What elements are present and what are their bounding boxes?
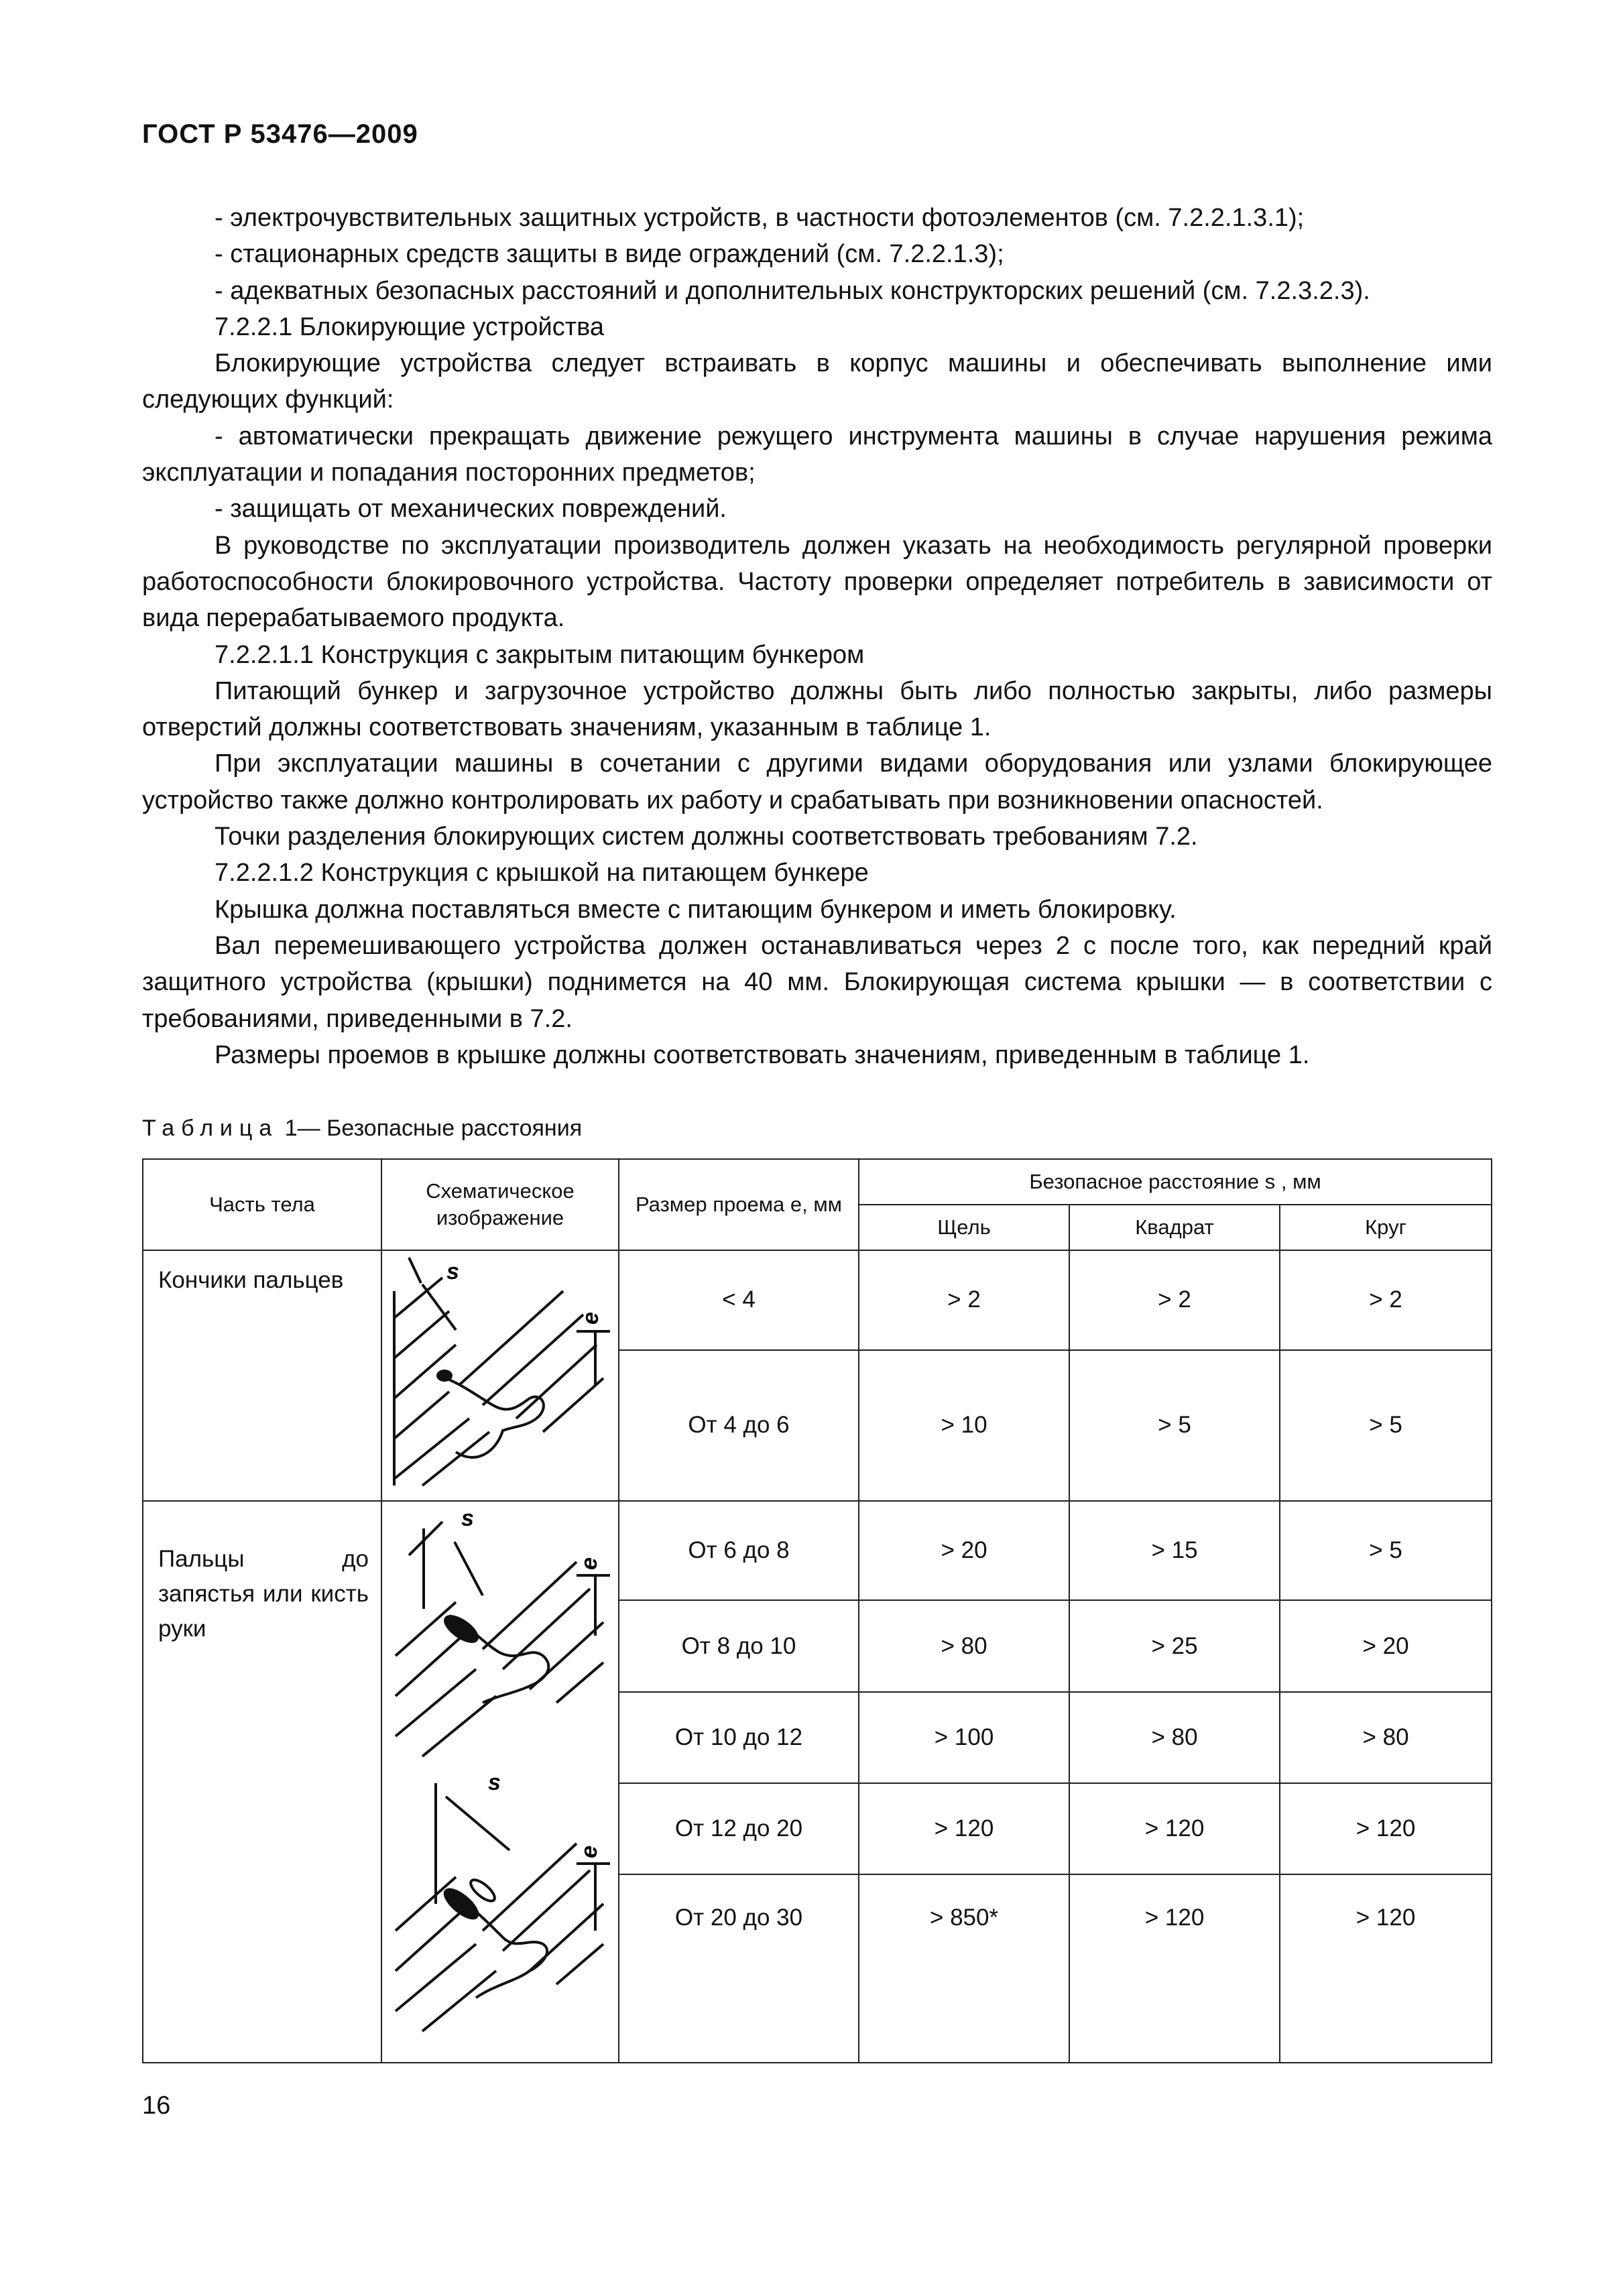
section-heading: 7.2.2.1.1 Конструкция с закрытым питающим бункером: [215, 640, 865, 669]
circle-cell: > 120: [1280, 1783, 1492, 1874]
square-cell: > 120: [1069, 1783, 1280, 1874]
square-cell: > 15: [1069, 1501, 1280, 1600]
label-s: s: [461, 1506, 474, 1531]
table-caption-text: 1— Безопасные расстояния: [284, 1115, 583, 1141]
slot-cell: > 20: [859, 1501, 1069, 1600]
header-opening: Размер проема e, мм: [619, 1159, 859, 1250]
square-cell: > 80: [1069, 1692, 1280, 1783]
header-slot: Щель: [859, 1205, 1069, 1250]
body-part-fingertips: Кончики пальцев: [143, 1250, 381, 1501]
paragraph: Размеры проемов в крышке должны соответствовать значениям, приведенным в таблице 1.: [215, 1040, 1310, 1069]
page-number: 16: [142, 2092, 171, 2120]
header-schematic: Схематическое изображение: [381, 1159, 619, 1250]
opening-cell: От 20 до 30: [619, 1874, 859, 2063]
square-cell: > 120: [1069, 1874, 1280, 2063]
circle-cell: > 120: [1280, 1874, 1492, 2063]
header-part: Часть тела: [143, 1159, 381, 1250]
opening-cell: От 6 до 8: [619, 1501, 859, 1600]
table-caption: [142, 1115, 582, 1142]
paragraph: Питающий бункер и загрузочное устройство должны быть либо полностью закрыты, либо размеры отверстий должны соответствовать значениям, указанным в таблице 1.: [142, 676, 1492, 742]
opening-cell: От 10 до 12: [619, 1692, 859, 1783]
table-row: [143, 1250, 1492, 1350]
opening-cell: От 8 до 10: [619, 1600, 859, 1691]
paragraph: Блокирующие устройства следует встраивать в корпус машины и обеспечивать выполнение ими следующих функций:: [142, 349, 1492, 414]
table-row: [143, 1501, 1492, 1600]
header-distance: Безопасное расстояние s , мм: [859, 1159, 1492, 1205]
slot-cell: > 120: [859, 1783, 1069, 1874]
header-square: Квадрат: [1069, 1205, 1280, 1250]
paragraph: - адекватных безопасных расстояний и дополнительных конструкторских решений (см. 7.2.3.2.3).: [215, 276, 1370, 305]
label-s: s: [488, 1770, 501, 1795]
section-heading: 7.2.2.1.2 Конструкция с крышкой на питающем бункере: [215, 859, 869, 888]
paragraph: - электрочувствительных защитных устройств, в частности фотоэлементов (см. 7.2.2.1.3.1);: [215, 204, 1305, 232]
table-caption-label: Таблица: [142, 1115, 279, 1141]
slot-cell: > 80: [859, 1600, 1069, 1691]
square-cell: > 5: [1069, 1350, 1280, 1501]
label-e: e: [578, 1312, 603, 1325]
label-e: e: [577, 1846, 602, 1858]
opening-cell: От 12 до 20: [619, 1783, 859, 1874]
opening-cell: От 4 до 6: [619, 1350, 859, 1501]
fingertip-diagram: [382, 1251, 617, 1500]
safety-distance-table: [142, 1158, 1492, 2063]
hand-diagrams: [382, 1502, 617, 2062]
paragraph: В руководстве по эксплуатации производитель должен указать на необходимость регулярной проверки работоспособности блокировочного устройства. Частоту проверки определяет потребитель в зависимости от вида перерабатываемого продукта.: [142, 531, 1492, 633]
paragraph: Вал перемешивающего устройства должен останавливаться через 2 с после того, как передний край защитного устройства (крышки) поднимется на 40 мм. Блокирующая система крышки — в соответствии с требованиями, приведенными в 7.2.: [142, 931, 1492, 1033]
paragraph: - автоматически прекращать движение режущего инструмента машины в случае нарушения режима эксплуатации и попадания посторонних предметов;: [142, 422, 1492, 487]
circle-cell: > 80: [1280, 1692, 1492, 1783]
square-cell: > 25: [1069, 1600, 1280, 1691]
circle-cell: > 20: [1280, 1600, 1492, 1691]
label-e: e: [577, 1557, 602, 1570]
slot-cell: > 10: [859, 1350, 1069, 1501]
body-part-fingers-hand: Пальцы до запястья или кисть руки: [143, 1501, 381, 2063]
slot-cell: > 850*: [859, 1874, 1069, 2063]
paragraph: Точки разделения блокирующих систем должны соответствовать требованиям 7.2.: [215, 823, 1198, 851]
section-heading: 7.2.2.1 Блокирующие устройства: [215, 312, 605, 341]
opening-cell: < 4: [619, 1250, 859, 1350]
schematic-fingers-hand: [381, 1501, 619, 2063]
square-cell: > 2: [1069, 1250, 1280, 1350]
body-text: [142, 200, 1492, 1073]
paragraph: - защищать от механических повреждений.: [215, 495, 727, 524]
paragraph: - стационарных средств защиты в виде ограждений (см. 7.2.2.1.3);: [215, 240, 1004, 269]
document-header: ГОСТ Р 53476—2009: [142, 119, 418, 149]
safety-distance-table-wrap: [142, 1158, 1491, 2071]
header-circle: Круг: [1280, 1205, 1492, 1250]
label-s: s: [446, 1259, 459, 1284]
paragraph: Крышка должна поставляться вместе с питающим бункером и иметь блокировку.: [215, 895, 1177, 924]
slot-cell: > 100: [859, 1692, 1069, 1783]
table-continuation-cut: [0, 2073, 1623, 2086]
circle-cell: > 5: [1280, 1350, 1492, 1501]
schematic-fingertips: [381, 1250, 619, 1501]
circle-cell: > 2: [1280, 1250, 1492, 1350]
slot-cell: > 2: [859, 1250, 1069, 1350]
paragraph: При эксплуатации машины в сочетании с другими видами оборудования или узлами блокирующее устройство также должно контролировать их работу и срабатывать при возникновении опасностей.: [142, 749, 1492, 814]
table-header-row: [143, 1159, 1492, 1205]
circle-cell: > 5: [1280, 1501, 1492, 1600]
